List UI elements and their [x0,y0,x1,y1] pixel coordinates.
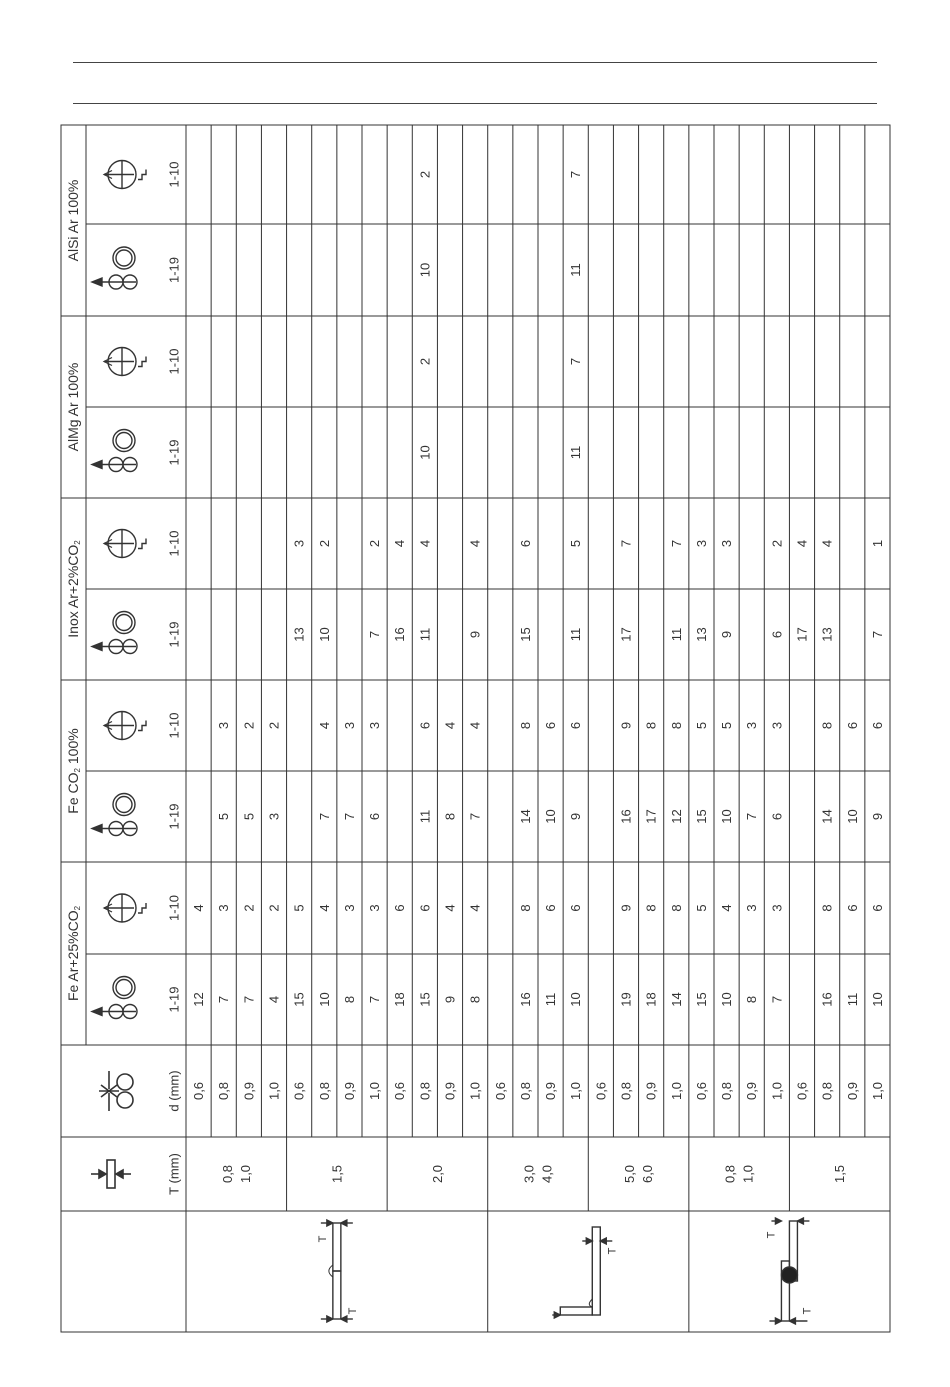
diameter-value: 0,8 [719,1081,735,1101]
diameter-value: 1,0 [869,1081,885,1101]
diameter-value: 0,8 [618,1081,634,1101]
setting-value: 6 [844,721,860,730]
setting-value: 11 [417,627,433,642]
group-header-4 [65,180,81,262]
setting-value: 5 [241,812,257,821]
setting-value: 6 [869,721,885,730]
voltage-knob-icon [104,530,146,558]
diameter-value: 0,9 [744,1081,760,1101]
setting-value: 7 [668,539,684,548]
diameter-value: 0,8 [417,1081,433,1101]
butt-joint-icon [317,1220,359,1322]
setting-value: 9 [869,812,885,821]
setting-value: 15 [517,627,533,642]
wire-speed-icon [92,977,137,1019]
group-subscript: 2 [72,768,82,773]
setting-value: 9 [618,721,634,730]
setting-value: 4 [392,539,408,548]
setting-value: 17 [794,627,810,642]
setting-value: 1 [869,539,885,548]
lap-joint-icon [765,1218,813,1324]
thickness-value: 1,5 [329,1164,345,1184]
range-label: 1-10 [166,161,182,188]
voltage-knob-icon [104,161,146,189]
setting-value: 10 [316,992,332,1007]
group-subscript: 2 [72,540,82,545]
setting-value: 2 [266,904,282,912]
setting-value: 6 [543,721,559,730]
setting-value: 2 [417,357,433,366]
setting-value: 9 [568,812,584,821]
diameter-value: 0,6 [492,1081,508,1101]
setting-value: 6 [844,904,860,912]
setting-value: 10 [417,262,433,278]
setting-value: 6 [367,812,383,821]
setting-value: 13 [291,627,307,642]
setting-value: 18 [392,992,408,1007]
setting-value: 6 [568,721,584,730]
voltage-knob-icon [104,894,146,922]
range-label: 1-19 [166,439,182,466]
setting-value: 16 [618,809,634,824]
thickness-value: 0,8 [722,1164,738,1184]
wire-speed-icon [92,430,137,472]
setting-value: 7 [316,812,332,821]
setting-value: 10 [417,445,433,460]
diameter-value: 0,6 [291,1081,307,1101]
setting-value: 13 [819,627,835,642]
range-label: 1-19 [166,803,182,830]
thickness-value: 3,0 [521,1164,537,1184]
diameter-value: 0,8 [517,1081,533,1101]
group-header-1 [65,728,82,813]
diameter-value: 1,0 [668,1081,684,1101]
setting-value: 16 [819,992,835,1007]
setting-value: 6 [417,904,433,912]
thickness-value: 0,8 [219,1164,235,1184]
setting-value: 4 [819,539,835,548]
voltage-knob-icon [104,712,146,740]
group-label: AlMg Ar 100% [65,362,81,452]
setting-value: 2 [316,539,332,548]
setting-value: 5 [719,721,735,730]
setting-value: 15 [693,992,709,1007]
group-label: Fe Ar+25%CO [65,910,81,1002]
setting-value: 3 [367,904,383,912]
range-label: 1-19 [166,256,182,284]
group-subscript: 2 [72,905,82,911]
setting-value: 2 [241,721,257,730]
diameter-value: 0,9 [543,1081,559,1101]
setting-value: 15 [693,809,709,824]
setting-value: 4 [316,721,332,730]
setting-value: 10 [316,627,332,642]
setting-value: 7 [618,539,634,548]
setting-value: 9 [467,630,483,639]
setting-value: 4 [442,721,458,730]
diameter-value: 1,0 [367,1081,383,1101]
diameter-value: 0,9 [341,1081,357,1101]
wire-speed-icon [92,247,137,289]
range-label: 1-10 [166,894,182,922]
setting-value: 6 [417,721,433,730]
setting-value: 8 [643,721,659,730]
setting-value: 11 [844,992,860,1007]
setting-value: 7 [341,812,357,821]
setting-value: 4 [442,904,458,912]
setting-value: 8 [744,995,760,1004]
setting-value: 4 [467,539,483,548]
setting-value: 7 [216,995,232,1004]
diameter-value: 0,8 [216,1081,232,1101]
setting-value: 10 [719,809,735,824]
setting-value: 4 [794,539,810,548]
setting-value: 7 [869,630,885,639]
setting-value: 2 [769,539,785,548]
diameter-value: 0,6 [392,1081,408,1101]
group-suffix: 100% [65,728,81,769]
setting-value: 6 [517,539,533,548]
setting-value: 19 [618,992,634,1007]
svg-text:T: T [316,1235,329,1243]
setting-value: 8 [442,812,458,821]
setting-value: 2 [266,721,282,730]
setting-value: 4 [467,721,483,730]
group-header-2 [65,540,82,638]
thickness-value: 1,0 [740,1164,756,1184]
setting-value: 14 [517,809,533,824]
setting-value: 4 [316,904,332,912]
diameter-value: 0,6 [593,1081,609,1101]
range-label: 1-19 [166,621,182,648]
setting-value: 3 [216,721,232,730]
setting-value: 9 [618,904,634,912]
setting-value: 7 [568,357,584,366]
setting-value: 3 [719,539,735,548]
range-label: 1-10 [166,530,182,557]
setting-value: 8 [668,721,684,730]
setting-value: 7 [367,630,383,639]
diameter-value: 0,6 [794,1081,810,1101]
diameter-value: 0,9 [643,1081,659,1101]
setting-value: 10 [568,992,584,1007]
svg-text:T: T [801,1307,814,1315]
setting-value: 6 [869,904,885,912]
setting-value: 3 [341,904,357,912]
setting-value: 2 [241,904,257,912]
setting-value: 7 [241,995,257,1004]
setting-value: 6 [392,904,408,912]
voltage-knob-icon [104,348,146,376]
wire-speed-icon [92,612,137,654]
setting-value: 4 [266,995,282,1004]
setting-value: 5 [216,812,232,821]
diameter-value: 0,9 [442,1081,458,1101]
setting-value: 10 [543,809,559,824]
thickness-value: 5,0 [622,1164,638,1184]
setting-value: 11 [568,627,584,642]
group-label: Inox Ar+2%CO [65,544,81,638]
group-header-3 [65,363,81,452]
setting-value: 16 [517,992,533,1007]
setting-value: 13 [693,627,709,642]
svg-text:T: T [606,1247,619,1255]
setting-value: 11 [543,992,559,1007]
setting-value: 8 [643,904,659,912]
setting-value: 6 [543,904,559,912]
setting-value: 3 [744,904,760,912]
setting-value: 9 [442,995,458,1004]
range-label: 1-10 [166,348,182,375]
setting-value: 8 [517,904,533,912]
setting-value: 7 [769,995,785,1004]
wire-speed-icon [92,794,137,836]
diameter-value: 1,0 [568,1081,584,1101]
thickness-value: 1,0 [237,1164,253,1184]
setting-value: 3 [216,904,232,912]
setting-value: 8 [517,721,533,730]
setting-value: 10 [869,992,885,1007]
setting-value: 3 [744,721,760,730]
setting-value: 6 [769,630,785,639]
setting-value: 8 [668,904,684,912]
range-label: 1-19 [166,986,182,1013]
diameter-value: 0,6 [693,1081,709,1101]
setting-value: 11 [417,809,433,824]
group-label: Fe CO [65,772,81,814]
setting-value: 3 [341,721,357,730]
setting-value: 5 [568,539,584,548]
svg-text:T: T [765,1231,778,1239]
setting-value: 10 [844,809,860,824]
thickness-icon [91,1160,131,1188]
diameter-header-label: d (mm) [166,1070,182,1112]
setting-value: 7 [367,995,383,1004]
setting-value: 12 [191,992,207,1007]
setting-value: 2 [367,539,383,548]
setting-value: 8 [467,995,483,1004]
group-label: AlSi Ar 100% [65,179,81,262]
setting-value: 3 [769,721,785,730]
setting-value: 6 [769,812,785,821]
setting-value: 16 [392,627,408,642]
setting-value: 11 [568,263,584,277]
diameter-value: 0,8 [316,1081,332,1101]
setting-value: 4 [191,904,207,912]
setting-value: 14 [819,809,835,824]
wire-feed-rollers-icon [99,1071,133,1111]
setting-value: 5 [291,904,307,912]
diameter-value: 1,0 [266,1081,282,1101]
setting-value: 15 [417,992,433,1007]
setting-value: 3 [769,904,785,912]
setting-value: 7 [568,170,584,179]
setting-value: 10 [719,992,735,1007]
setting-value: 3 [291,539,307,548]
diameter-value: 0,8 [819,1081,835,1101]
setting-value: 8 [819,904,835,912]
diameter-value: 0,9 [241,1081,257,1101]
setting-value: 14 [668,992,684,1007]
setting-value: 17 [618,627,634,642]
setting-value: 5 [693,904,709,912]
setting-value: 17 [643,809,659,824]
range-label: 1-10 [166,712,182,739]
setting-value: 8 [819,721,835,730]
setting-value: 2 [417,170,433,179]
setting-value: 7 [744,812,760,821]
thickness-header-label: T (mm) [166,1153,182,1195]
setting-value: 4 [719,904,735,912]
diameter-value: 0,9 [844,1081,860,1101]
setting-value: 9 [719,630,735,639]
thickness-value: 2,0 [429,1164,445,1184]
svg-text:T: T [346,1307,359,1315]
setting-value: 3 [693,539,709,548]
setting-value: 7 [467,812,483,821]
setting-value: 8 [341,995,357,1004]
setting-value: 11 [668,627,684,642]
fillet-joint-icon [552,1227,618,1318]
thickness-value: 6,0 [640,1164,656,1184]
setting-value: 11 [568,445,584,460]
thickness-value: 4,0 [539,1164,555,1184]
thickness-value: 1,5 [832,1164,848,1184]
setting-value: 6 [568,904,584,912]
setting-value: 12 [668,809,684,824]
diameter-value: 1,0 [467,1081,483,1101]
setting-value: 3 [266,812,282,821]
setting-value: 4 [467,904,483,912]
setting-value: 5 [693,721,709,730]
setting-value: 15 [291,992,307,1007]
group-header-0 [65,905,82,1001]
setting-value: 4 [417,539,433,548]
diameter-value: 1,0 [769,1081,785,1101]
setting-value: 3 [367,721,383,730]
diameter-value: 0,6 [191,1081,207,1101]
setting-value: 18 [643,992,659,1007]
